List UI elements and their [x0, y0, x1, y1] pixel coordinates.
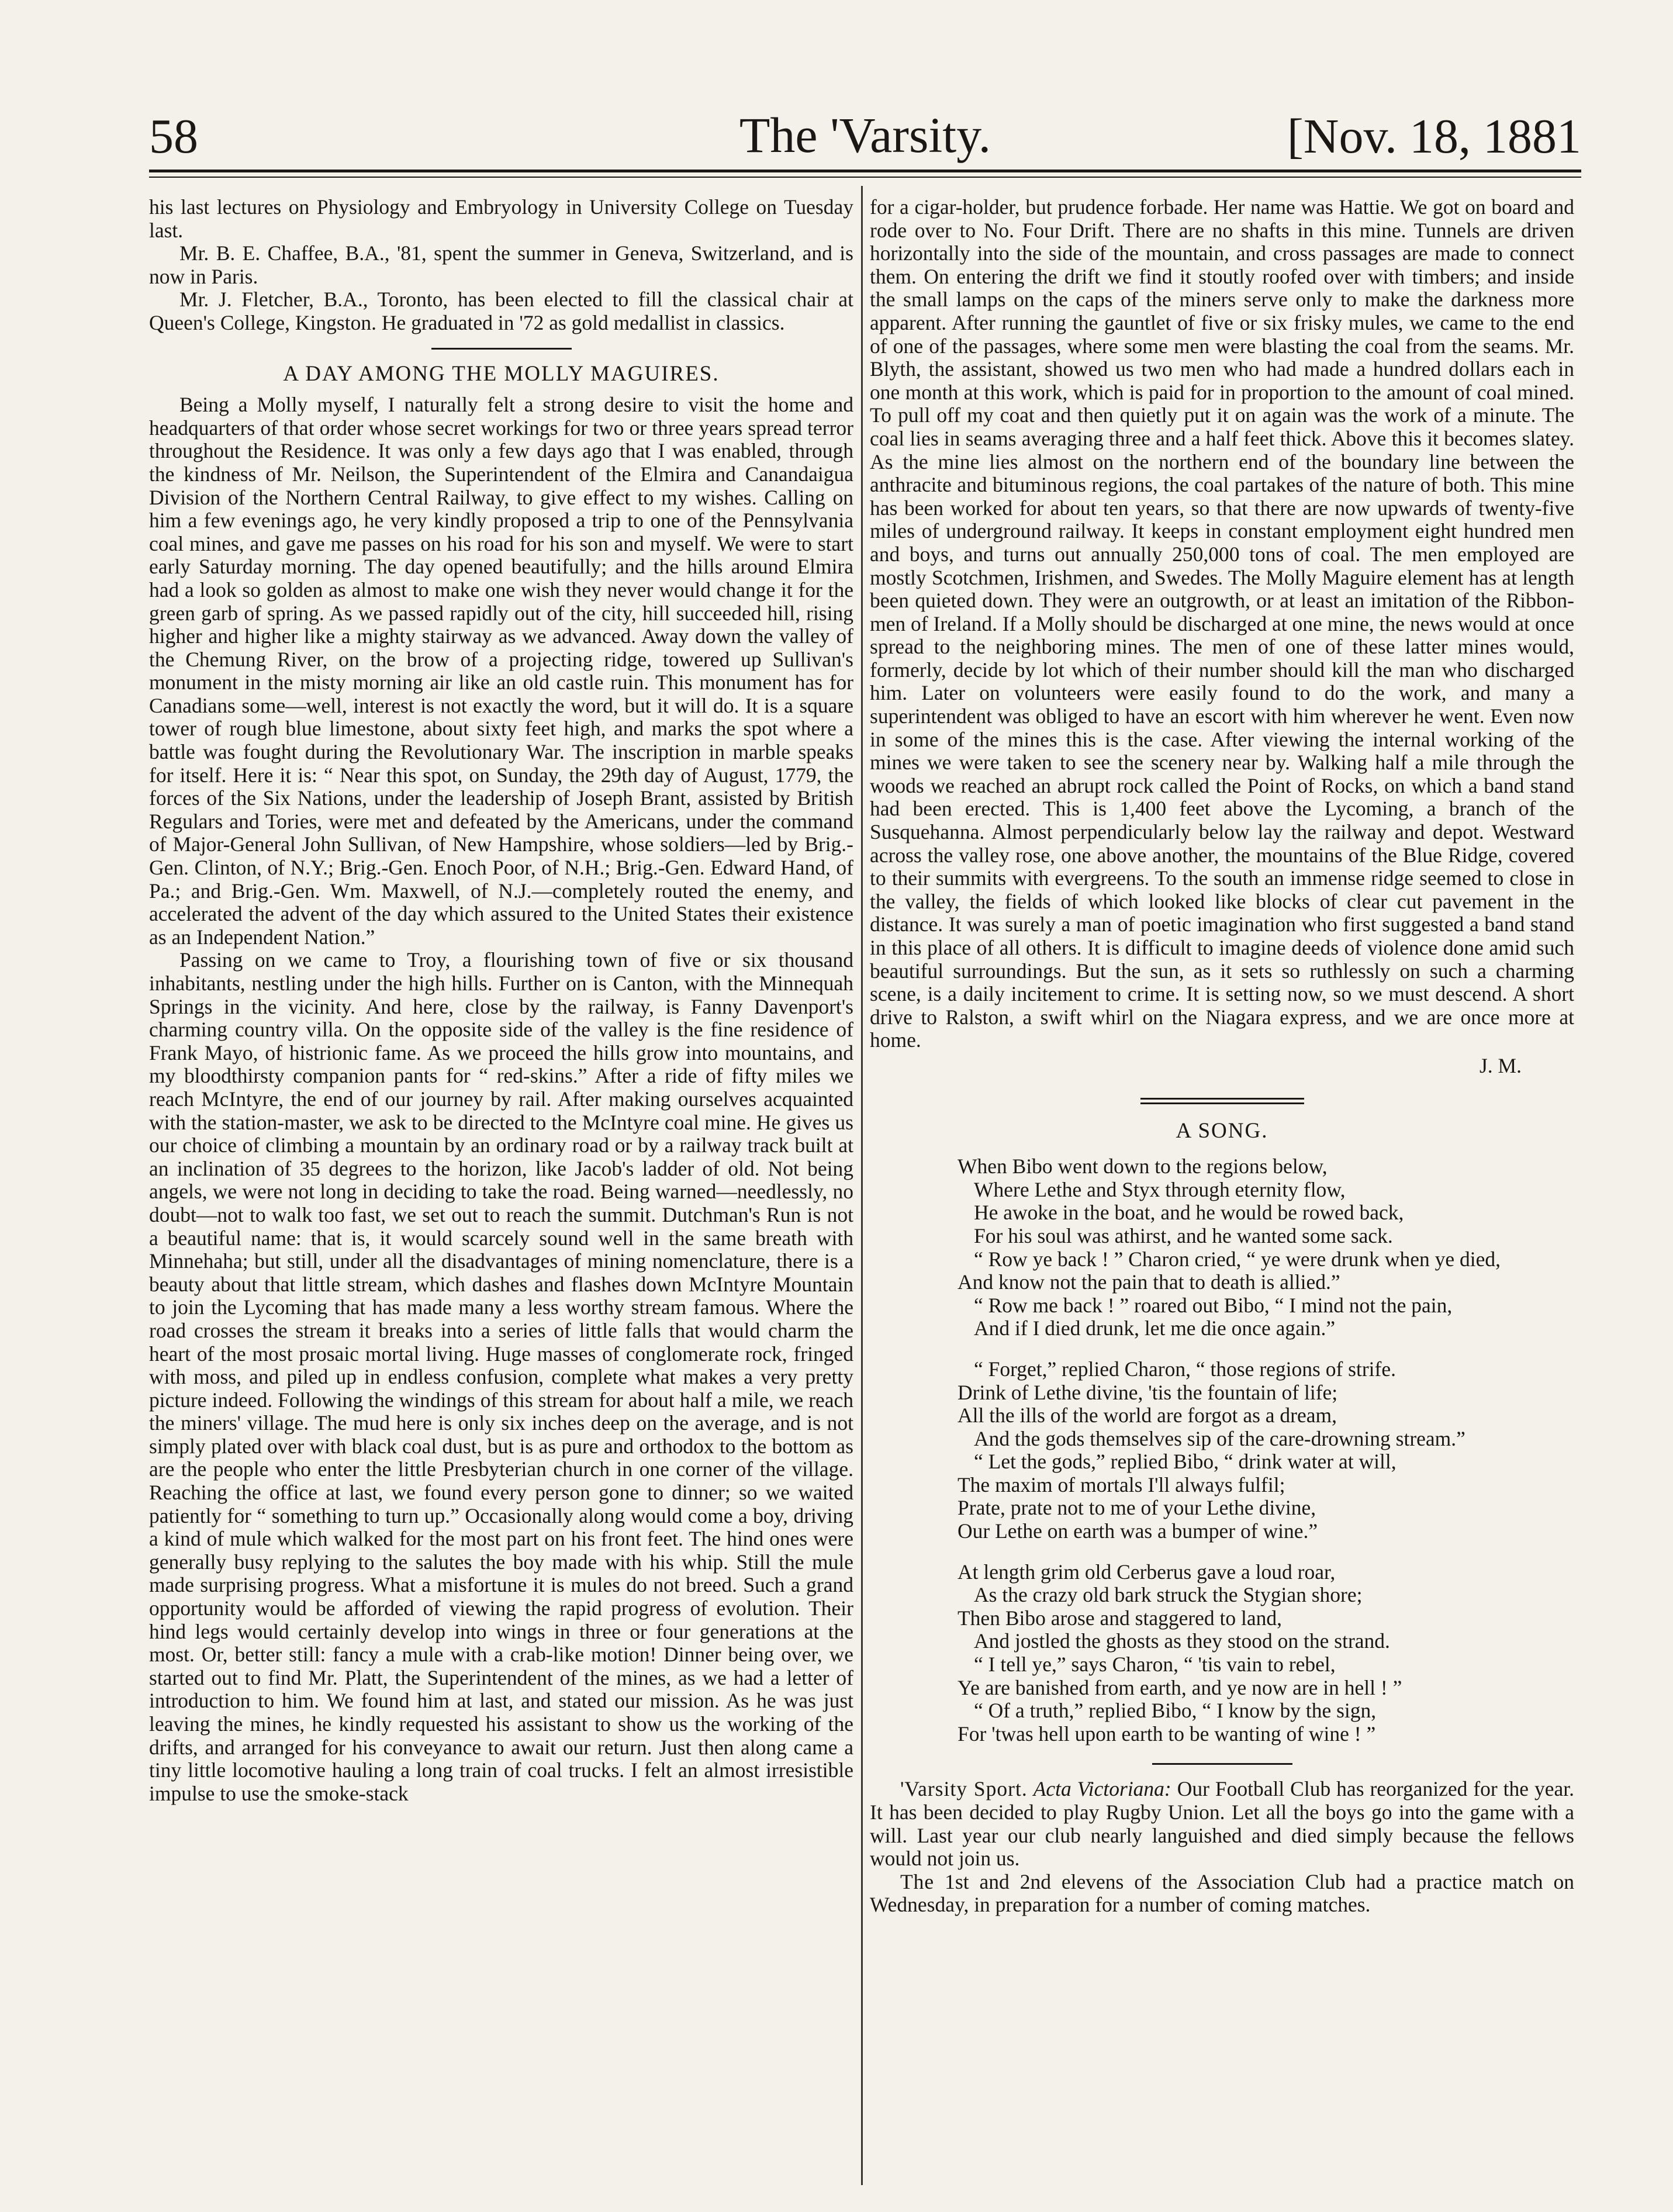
issue-date: [Nov. 18, 1881	[1287, 109, 1581, 164]
section-rule	[1140, 1098, 1304, 1104]
poem-line: Ye are banished from earth, and ye now are in hell ! ”	[958, 1675, 1402, 1699]
poem-line: The maxim of mortals I'll always fulfil;	[958, 1473, 1285, 1496]
page-number: 58	[149, 109, 198, 164]
article-paragraph: Being a Molly myself, I naturally felt a strong desire to visit the home and headquarters of that order whose secret workings for two or three years spread terror throughout the Residence. It was only a few days ago that I was enabled, through the kindness of Mr. Neilson, the Superintendent of the Elmira and Canandaigua Division of the Northern Central Railway, to give effect to my wishes. Calling on him a few evenings ago, he very kindly proposed a trip to one of the Pennsylvania coal mines, and gave me passes on his road for his son and myself. We were to start early Saturday morning. The day opened beautifully; and the hills around Elmira had a look so golden as almost to make one wish they never would change it for the green garb of spring. As we passed rapidly out of the city, hill succeeded hill, rising higher and higher like a mighty stairway as we advanced. Away down the valley of the Chemung River, on the brow of a projecting ridge, towered up Sullivan's monument in the misty morning air like an old castle ruin. This monument has for Canadians some—well, interest is not exactly the word, but it will do. It is a square tower of rough blue limestone, about sixty feet high, and marks the spot where a battle was fought during the Revolutionary War. The inscription in marble speaks for itself. Here it is: “ Near this spot, on Sunday, the 29th day of August, 1779, the forces of the Six Nations, under the leadership of Joseph Brant, assisted by British Regulars and Tories, were met and defeated by the Americans, under the command of Major-General John Sullivan, of New Hampshire, whose soldiers—led by Brig.-Gen. Clinton, of N.Y.; Brig.-Gen. Enoch Poor, of N.H.; Brig.-Gen. Edward Hand, of Pa.; and Brig.-Gen. Wm. Maxwell, of N.J.—completely routed the enemy, and accelerated the advent of the day which assured to the United States their existence as an Independent Nation.”	[149, 393, 853, 949]
poem-line: And know not the pain that to death is allied.”	[958, 1270, 1340, 1294]
poem-line: And jostled the ghosts as they stood on the strand.	[974, 1629, 1390, 1653]
section-rule	[1152, 1763, 1292, 1765]
left-column	[149, 196, 853, 1805]
page-header	[149, 108, 1581, 172]
news-note: Mr. B. E. Chaffee, B.A., '81, spent the summer in Geneva, Switzerland, and is now in Paris.	[149, 241, 853, 288]
article-paragraph: Passing on we came to Troy, a flourishing town of five or six thousand inhabitants, nestling under the high hills. Further on is Canton, with the Minnequah Springs in the vicinity. And here, close by the railway, is Fanny Davenport's charming country villa. On the opposite side of the valley is the fine residence of Frank Mayo, of histrionic fame. As we proceed the hills grow into mountains, and my bloodthirsty companion pants for “ red-skins.” After a ride of fifty miles we reach McIntyre, the end of our journey by rail. After making ourselves acquainted with the station-master, we ask to be directed to the McIntyre coal mine. He gives us our choice of climbing a mountain by an ordinary road or by a railway track built at an inclination of 35 degrees to the horizon, like Jacob's ladder of old. Not being angels, we were not long in deciding to take the road. Being warned—needlessly, no doubt—not to walk too fast, we set out to reach the summit. Dutchman's Run is not a beautiful name: that is, it would scarcely sound well in the same breath with Minnehaha; but still, under all the disadvantages of mining nomenclature, there is a beauty about that little stream, which dashes and flashes down McIntyre Mountain to join the Lycoming that has made many a less worthy stream famous. Where the road crosses the stream it breaks into a series of little falls that would charm the heart of the most prosaic mortal living. Huge masses of conglomerate rock, fringed with moss, and piled up in endless confusion, complete what makes a very pretty picture indeed. Following the windings of this stream for about half a mile, we reach the miners' village. The mud here is only six inches deep on the average, and is not simply plated over with black coal dust, but is as pure and orthodox to the bottom as are the people who enter the little Presbyterian church in one corner of the village. Reaching the office at last, we found every person gone to dinner; so we waited patiently for “ something to turn up.” Occasionally along would come a boy, driving a kind of mule which walked for the most part on his front feet. The hind ones were generally busy replying to the salutes the boy made with his whip. Still the mule made surprising progress. What a misfortune it is mules do not breed. Such a grand opportunity would be afforded of viewing the rapid progress of evolution. Their hind legs would certainly develop into wings in three or four generations at the most. Or, better still: fancy a mule with a crab-like motion! Dinner being over, we started out to find Mr. Platt, the Superintendent of the mines, as we had a letter of introduction to him. We found him at last, and stated our mission. As he was just leaving the mines, he kindly requested his assistant to show us the working of the drifts, and arranged for his conveyance to await our return. Just then along came a tiny little locomotive hauling a long train of coal trucks. I felt an almost irresistible impulse to use the smoke-stack	[149, 948, 853, 1805]
poem-line: “ I tell ye,” says Charon, “ 'tis vain to rebel,	[974, 1653, 1336, 1677]
column-divider	[861, 186, 863, 2185]
poem-line: For 'twas hell upon earth to be wanting of wine ! ”	[958, 1722, 1376, 1746]
header-rule-thin	[149, 177, 1581, 178]
sport-paragraph	[870, 1871, 1574, 1917]
sport-heading: 'Varsity Sport.	[900, 1777, 1028, 1801]
news-note: Mr. J. Fletcher, B.A., Toronto, has been elected to fill the classical chair at Queen's College, Kingston. He graduated in '72 as gold medallist in classics.	[149, 288, 853, 334]
poem-line: “ Of a truth,” replied Bibo, “ I know by the sign,	[974, 1699, 1377, 1723]
poem-line: Our Lethe on earth was a bumper of wine.”	[958, 1519, 1318, 1543]
sport-text: Our Football Club has reorganized for the year. It has been decided to play Rugby Union. Let all the boys go into the game with a will. Last year our club nearly languished and died simply because the fellows would not join us.	[870, 1777, 1574, 1871]
sport-paragraph	[870, 1778, 1574, 1870]
poem-line: For his soul was athirst, and he wanted some sack.	[974, 1223, 1393, 1247]
poem-line: At length grim old Cerberus gave a loud roar,	[958, 1560, 1336, 1584]
poem-line: “ Let the gods,” replied Bibo, “ drink water at will,	[974, 1450, 1397, 1474]
right-column	[870, 196, 1574, 1917]
poem-line: “ Row me back ! ” roared out Bibo, “ I mind not the pain,	[974, 1293, 1453, 1317]
poem-line: Where Lethe and Styx through eternity flow,	[974, 1177, 1346, 1201]
sport-source: Acta Victoriana:	[1033, 1777, 1171, 1801]
news-note: his last lectures on Physiology and Embryology in University College on Tuesday last.	[149, 195, 853, 242]
poem-line: And if I died drunk, let me die once again.”	[974, 1316, 1336, 1340]
poem	[958, 1155, 1574, 1746]
poem-line: “ Forget,” replied Charon, “ those regions of strife.	[974, 1357, 1396, 1381]
poem-line: All the ills of the world are forgot as a dream,	[958, 1404, 1337, 1428]
sport-text: 1st and 2nd elevens of the Association Club had a practice match on Wednesday, in preparation for a number of coming matches.	[870, 1869, 1574, 1917]
article-title: A DAY AMONG THE MOLLY MAGUIRES.	[283, 361, 720, 386]
poem-stanza	[958, 1561, 1574, 1746]
poem-line: When Bibo went down to the regions below,	[958, 1155, 1328, 1178]
poem-line: Drink of Lethe divine, 'tis the fountain of life;	[958, 1380, 1338, 1404]
header-rule	[149, 170, 1581, 172]
poem-line: He awoke in the boat, and he would be rowed back,	[974, 1201, 1404, 1225]
poem-line: Then Bibo arose and staggered to land,	[958, 1606, 1283, 1630]
article-continuation: for a cigar-holder, but prudence forbade. Her name was Hattie. We got on board and rode over to No. Four Drift. There are no shafts in this mine. Tunnels are driven horizontally into the side of the mountain, and cross passages are made to connect them. On entering the drift we find it stoutly roofed over with timbers; and inside the small lamps on the caps of the miners serve only to make the darkness more apparent. After running the gauntlet of five or six frisky mules, we came to the end of one of the passages, where some men were blasting the coal from the seams. Mr. Blyth, the assistant, showed us two men who had made a hundred dollars each in one month at this work, which is paid for in proportion to the amount of coal mined. To pull off my coat and then quietly put it on again was the work of a minute. The coal lies in seams averaging three and a half feet thick. Above this it becomes slatey. As the mine lies almost on the northern end of the boundary line between the anthracite and bituminous regions, the coal partakes of the nature of both. This mine has been worked for about ten years, so that there are now upwards of twenty-five miles of underground railway. It keeps in constant employment eight hundred men and boys, and turns out annually 250,000 tons of coal. The men employed are mostly Scotchmen, Irishmen, and Swedes. The Molly Maguire element has at length been quieted down. They were an outgrowth, or at least an imitation of the Ribbon-men of Ireland. If a Molly should be discharged at one mine, the news would at once spread to the neighboring mines. The men of one of these latter mines would, formerly, decide by lot which of their number should kill the man who discharged him. Later on volunteers were easily found to do the work, and many a superintendent was obliged to have an escort with him wherever he went. Even now in some of the mines this is the case. After viewing the internal working of the mines we were taken to see the scenery near by. Walking half a mile through the woods we reached an abrupt rock called the Point of Rocks, on which a band stand had been erected. This is 1,400 feet above the Lycoming, a branch of the Susquehanna. Almost perpendicularly below lay the railway and depot. Westward across the valley rose, one above another, the mountains of the Blue Ridge, covered to their summits with evergreens. To the south an immense ridge seemed to close in the valley, the fields of which looked like blocks of clear cut pavement in the distance. It was surely a man of poetic imagination who first suggested a band stand in this place of all others. It is difficult to imagine deeds of violence done amid such beautiful surroundings. But the sun, as it sets so ruthlessly on such a charming scene, is a daily incitement to crime. It is setting now, so we must descend. A short drive to Ralston, a swift whirl on the Niagara express, and we are once more at home.	[870, 195, 1574, 1052]
poem-stanza	[958, 1358, 1574, 1543]
author-signature: J. M.	[1479, 1053, 1522, 1077]
publication-title: The 'Varsity.	[739, 107, 991, 163]
poem-stanza	[958, 1155, 1574, 1340]
poem-line: “ Row ye back ! ” Charon cried, “ ye were drunk when ye died,	[974, 1247, 1501, 1271]
section-rule	[431, 348, 572, 350]
poem-line: As the crazy old bark struck the Stygian shore;	[974, 1583, 1363, 1607]
poem-line: Prate, prate not to me of your Lethe divine,	[958, 1496, 1316, 1520]
poem-line: And the gods themselves sip of the care-drowning stream.”	[974, 1426, 1465, 1450]
song-title: A SONG.	[1176, 1118, 1268, 1143]
sport-lead-word: The	[900, 1869, 935, 1893]
